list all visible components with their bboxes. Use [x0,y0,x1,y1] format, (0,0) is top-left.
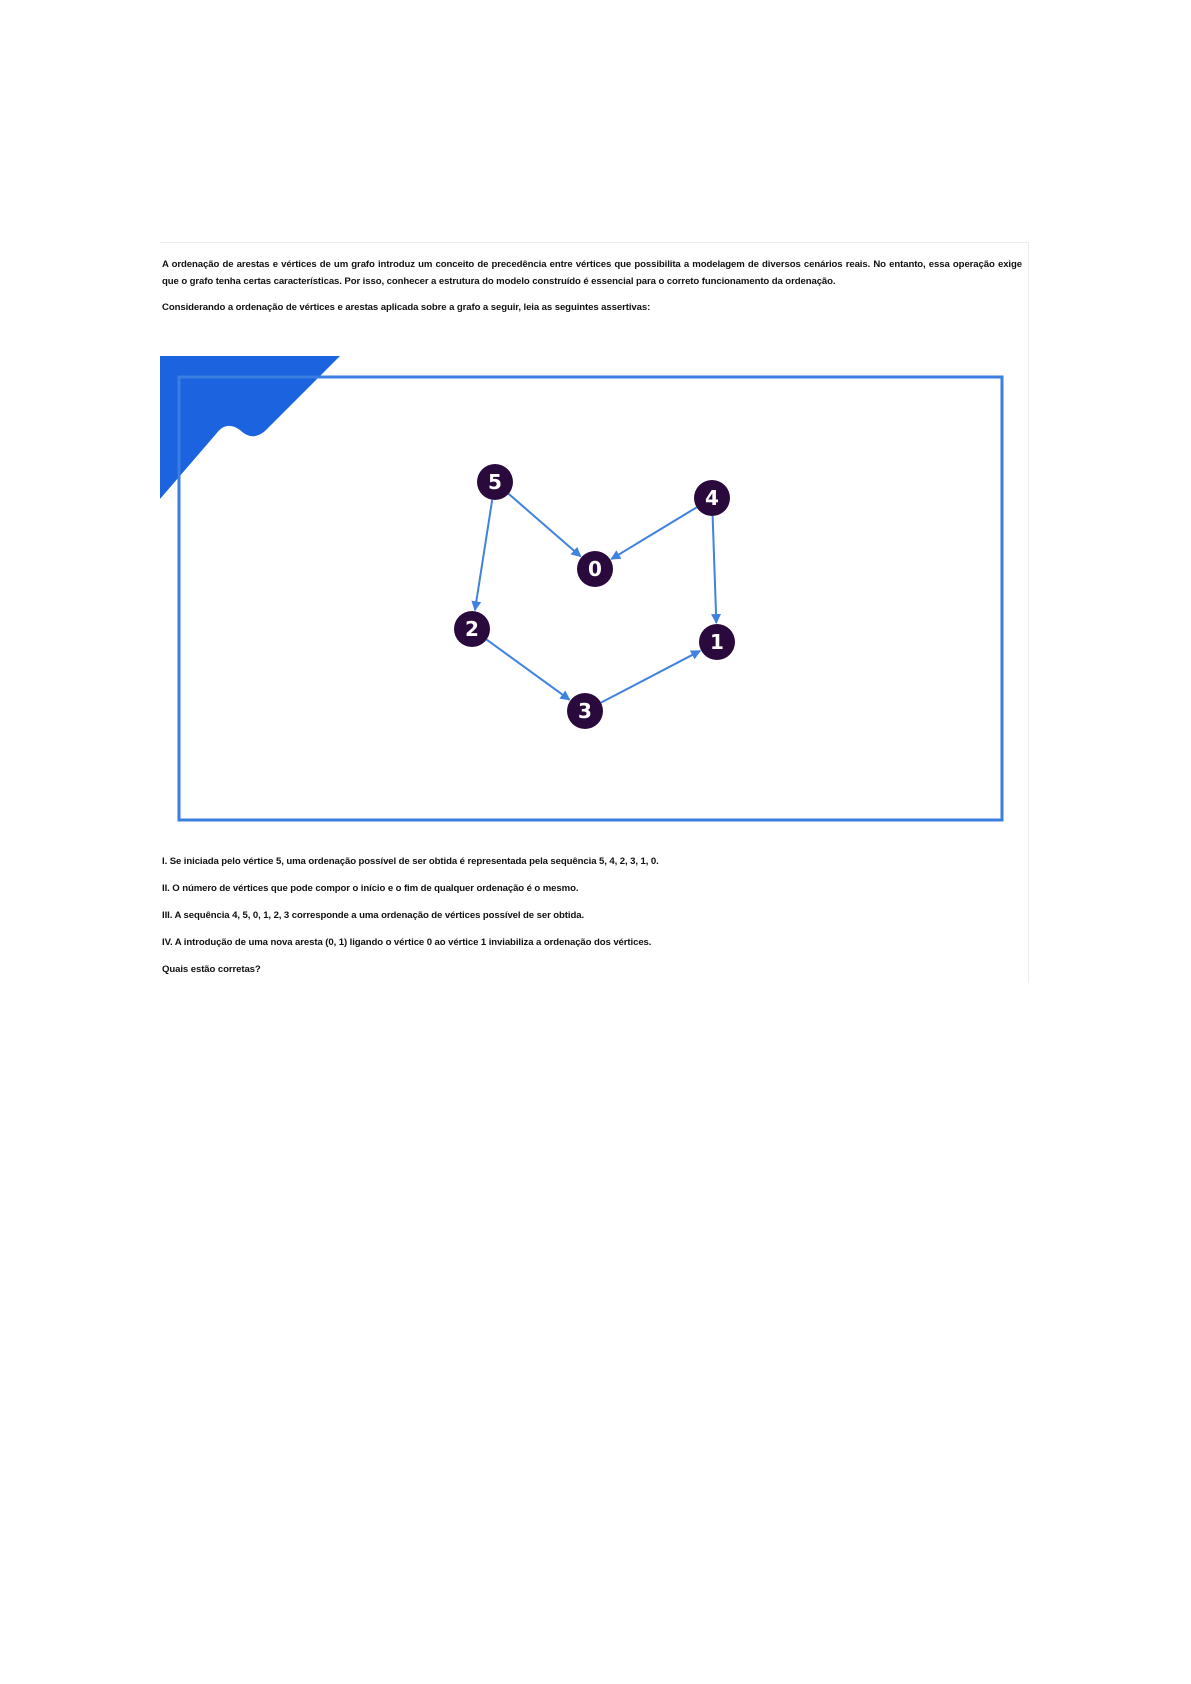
question-prompt: Quais estão corretas? [162,964,261,975]
graph-node-1 [699,624,735,660]
graph-nodes [454,464,735,729]
graph-node-4 [694,480,730,516]
node-label: 2 [465,617,479,641]
node-label: 1 [710,630,724,654]
edge-2-3 [487,640,570,700]
assertion-4: IV. A introdução de uma nova aresta (0, 1) ligando o vértice 0 ao vértice 1 inviabiliza a ordenação dos vértices. [162,937,652,948]
node-label: 3 [578,699,592,723]
edge-4-0 [611,507,696,559]
graph-node-2 [454,611,490,647]
graph-edges [475,494,716,703]
intro-paragraph: A ordenação de arestas e vértices de um grafo introduz um conceito de precedência entre vértices que possibilita a modelagem de diversos cenários reais. No entanto, essa operação exige que o grafo tenha certas características. Por isso, conhecer a estrutura do modelo construído é essencial para o correto funcionamento da ordenação. [162,259,1022,287]
figure-frame [179,377,1002,820]
assertion-1: I. Se iniciada pelo vértice 5, uma ordenação possível de ser obtida é representada pela sequência 5, 4, 2, 3, 1, 0. [162,856,659,867]
edge-5-0 [509,494,581,557]
node-label: 4 [705,486,719,510]
instruction-paragraph: Considerando a ordenação de vértices e arestas aplicada sobre a grafo a seguir, leia as seguintes assertivas: [162,302,651,313]
graph-node-3 [567,693,603,729]
edge-4-1 [713,516,717,623]
node-label: 5 [488,470,502,494]
graph-node-0 [577,551,613,587]
assertion-2: II. O número de vértices que pode compor o início e o fim de qualquer ordenação é o mesmo. [162,883,579,894]
edge-5-2 [475,500,492,610]
graph-figure [160,356,1010,826]
assertion-3: III. A sequência 4, 5, 0, 1, 2, 3 corresponde a uma ordenação de vértices possível de ser obtida. [162,910,585,921]
node-label: 0 [588,557,602,581]
edge-3-1 [601,651,700,703]
graph-node-5 [477,464,513,500]
